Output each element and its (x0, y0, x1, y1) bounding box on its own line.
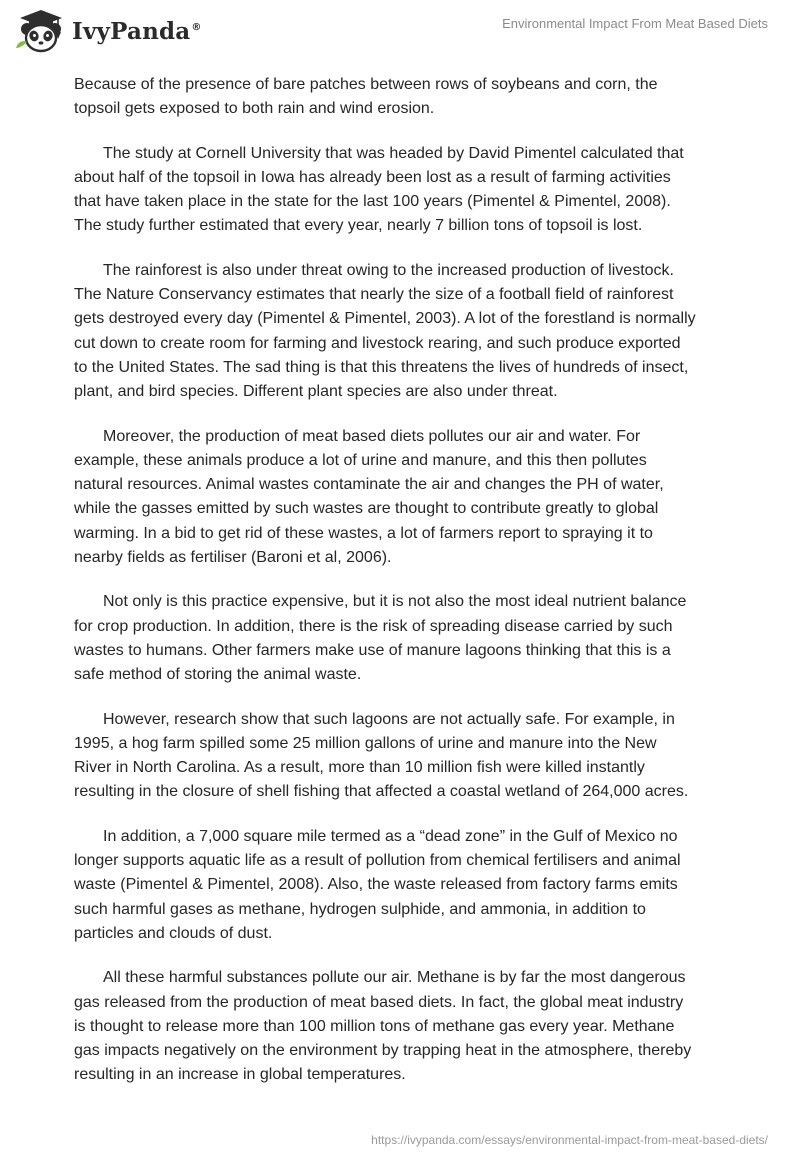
text-line: gas impacts negatively on the environment by trapping heat in the atmosphere, thereby (74, 1042, 692, 1060)
essay-paragraph (74, 73, 726, 122)
text-line: plant, and bird species. Different plant species are also under threat. (74, 383, 558, 401)
text-line: natural resources. Animal wastes contaminate the air and changes the PH of water, (74, 476, 664, 494)
text-line: is thought to release more than 100 million tons of methane gas every year. Methane (74, 1017, 675, 1035)
text-line: resulting in the closure of shell fishing that affected a coastal wetland of 264,000 acres. (74, 783, 689, 801)
text-line: However, research show that such lagoons are not actually safe. For example, in (103, 710, 675, 728)
text-line: The Nature Conservancy estimates that nearly the size of a football field of rainforest (74, 286, 674, 304)
text-line: River in North Carolina. As a result, more than 10 million fish were killed instantly (74, 759, 645, 777)
text-line: that have taken place in the state for the last 100 years (Pimentel & Pimentel, 2008). (74, 193, 671, 211)
text-line: to the United States. The sad thing is that this threatens the lives of hundreds of insect, (74, 358, 689, 376)
text-line: example, these animals produce a lot of urine and manure, and this then pollutes (74, 451, 647, 469)
text-line: In addition, a 7,000 square mile termed as a “dead zone” in the Gulf of Mexico no (103, 827, 678, 845)
text-line: cut down to create room for farming and livestock rearing, and such produce exported (74, 334, 681, 352)
text-line: resulting in an increase in global temperatures. (74, 1066, 406, 1084)
essay-paragraph (74, 966, 726, 1087)
essay-body (74, 73, 726, 1108)
text-line: waste (Pimentel & Pimentel, 2008). Also, the waste released from factory farms emits (74, 876, 678, 894)
text-line: The study further estimated that every year, nearly 7 billion tons of topsoil is lost. (74, 217, 643, 235)
page-header (0, 0, 800, 64)
essay-paragraph (74, 708, 726, 805)
text-line: Not only is this practice expensive, but it is not also the most ideal nutrient balance (103, 593, 687, 611)
text-line: 1995, a hog farm spilled some 25 million gallons of urine and manure into the New (74, 734, 657, 752)
essay-paragraph (74, 259, 726, 405)
text-line: wastes to humans. Other farmers make use of manure lagoons thinking that this is a (74, 641, 671, 659)
text-line: gas released from the production of meat based diets. In fact, the global meat industry (74, 993, 684, 1011)
text-line: Because of the presence of bare patches between rows of soybeans and corn, the (74, 76, 658, 93)
essay-paragraph (74, 825, 726, 946)
brand-name (72, 17, 202, 45)
panda-graduate-icon (14, 8, 66, 54)
text-line: about half of the topsoil in Iowa has already been lost as a result of farming activities (74, 168, 671, 186)
text-line: nearby fields as fertiliser (Baroni et al, 2006). (74, 549, 392, 567)
text-line: such harmful gases as methane, hydrogen sulphide, and ammonia, in addition to (74, 900, 646, 918)
source-url[interactable]: https://ivypanda.com/essays/environmental-impact-from-meat-based-diets/ (371, 1133, 768, 1147)
text-line: longer supports aquatic life as a result of pollution from chemical fertilisers and animal (74, 852, 681, 870)
essay-paragraph (74, 142, 726, 239)
text-line: gets destroyed every day (Pimentel & Pimentel, 2003). A lot of the forestland is normally (74, 310, 696, 328)
text-line: topsoil gets exposed to both rain and wind erosion. (74, 100, 435, 118)
text-line: Moreover, the production of meat based diets pollutes our air and water. For (103, 427, 641, 445)
text-line: particles and clouds of dust. (74, 924, 273, 942)
text-line: The study at Cornell University that was headed by David Pimentel calculated that (103, 144, 684, 162)
text-line: All these harmful substances pollute our air. Methane is by far the most dangerous (103, 969, 686, 987)
text-line: The rainforest is also under threat owing to the increased production of livestock. (103, 261, 674, 279)
essay-paragraph (74, 590, 726, 687)
essay-paragraph (74, 425, 726, 571)
brand-name-text: IvyPanda (72, 17, 191, 45)
document-title: Environmental Impact From Meat Based Diets (502, 16, 768, 31)
text-line: for crop production. In addition, there is the risk of spreading disease carried by such (74, 617, 673, 635)
text-line: warming. In a bid to get rid of these wastes, a lot of farmers report to spraying it to (74, 524, 653, 542)
brand-logo[interactable] (14, 8, 202, 54)
text-line: while the gasses emitted by such wastes are thought to contribute greatly to global (74, 500, 659, 518)
registered-mark: ® (191, 21, 202, 33)
text-line: safe method of storing the animal waste. (74, 666, 362, 684)
